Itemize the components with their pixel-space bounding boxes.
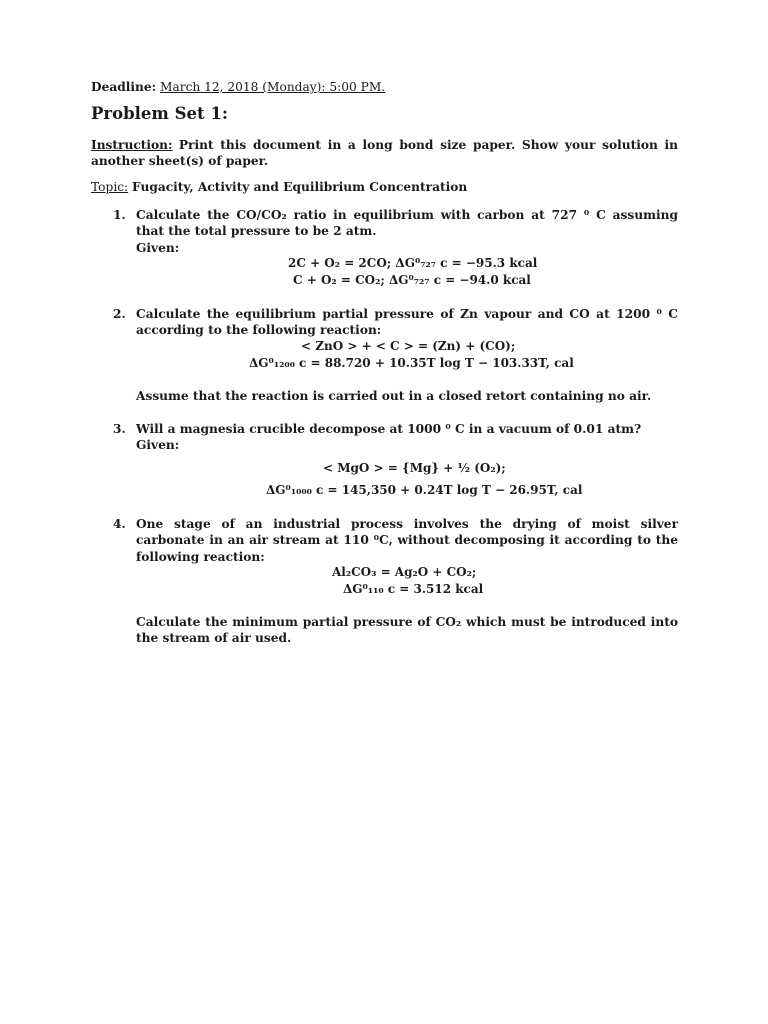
deadline-label: Deadline: bbox=[91, 80, 157, 94]
problem-text: One stage of an industrial process involves the drying of moist silver carbonate in an air stream at 110 ⁰C, without decomposing it according to the following reaction: bbox=[136, 517, 678, 564]
deadline-line bbox=[91, 79, 385, 95]
equation: ΔG⁰₁₁₀ ᴄ = 3.512 kcal bbox=[343, 582, 484, 596]
problem-2 bbox=[91, 306, 678, 339]
equation: ΔG⁰₁₂₀₀ ᴄ = 88.720 + 10.35T log T − 103.33T, cal bbox=[249, 356, 574, 370]
note-text: Calculate the minimum partial pressure of CO₂ which must be introduced into the stream of air used. bbox=[136, 615, 678, 646]
page-title: Problem Set 1: bbox=[91, 104, 228, 123]
problem-1 bbox=[91, 207, 678, 256]
problem-text: Calculate the equilibrium partial pressure of Zn vapour and CO at 1200 ⁰ C according to the following reaction: bbox=[136, 307, 678, 338]
problem-number: 3. bbox=[113, 422, 126, 436]
problem-4-note bbox=[91, 614, 678, 647]
equation: 2C + O₂ = 2CO; ΔG⁰₇₂₇ ᴄ = −95.3 kcal bbox=[288, 256, 538, 270]
given-label: Given: bbox=[136, 438, 180, 453]
problem-2-note bbox=[91, 388, 678, 404]
topic-line bbox=[91, 179, 467, 195]
problem-text: Calculate the CO/CO₂ ratio in equilibrium with carbon at 727 ⁰ C assuming that the total pressure to be 2 atm. bbox=[136, 208, 678, 239]
equation: < ZnO > + < C > = (Zn) + (CO); bbox=[301, 339, 516, 353]
equation: < MgO > = {Mg} + ½ (O₂); bbox=[323, 461, 506, 475]
problem-number: 4. bbox=[113, 517, 126, 531]
problem-4 bbox=[91, 516, 678, 565]
deadline-value: March 12, 2018 (Monday): 5:00 PM. bbox=[160, 80, 386, 94]
instruction-label: Instruction: bbox=[91, 138, 173, 152]
problem-3 bbox=[91, 421, 678, 454]
equation: C + O₂ = CO₂; ΔG⁰₇₂₇ ᴄ = −94.0 kcal bbox=[293, 273, 531, 287]
problem-number: 2. bbox=[113, 307, 126, 321]
given-label: Given: bbox=[136, 240, 180, 255]
note-text: Assume that the reaction is carried out in a closed retort containing no air. bbox=[136, 389, 652, 403]
problem-text: Will a magnesia crucible decompose at 1000 ⁰ C in a vacuum of 0.01 atm? bbox=[136, 422, 642, 436]
instruction-text: Print this document in a long bond size paper. Show your solution in another sheet(s) of paper. bbox=[91, 138, 679, 169]
equation: Al₂CO₃ = Ag₂O + CO₂; bbox=[332, 565, 477, 579]
equation: ΔG⁰₁₀₀₀ ᴄ = 145,350 + 0.24T log T − 26.95T, cal bbox=[266, 483, 583, 497]
problem-number: 1. bbox=[113, 208, 126, 222]
topic-text: Fugacity, Activity and Equilibrium Concentration bbox=[132, 180, 468, 194]
topic-label: Topic: bbox=[91, 180, 129, 194]
instruction-paragraph bbox=[91, 137, 678, 170]
